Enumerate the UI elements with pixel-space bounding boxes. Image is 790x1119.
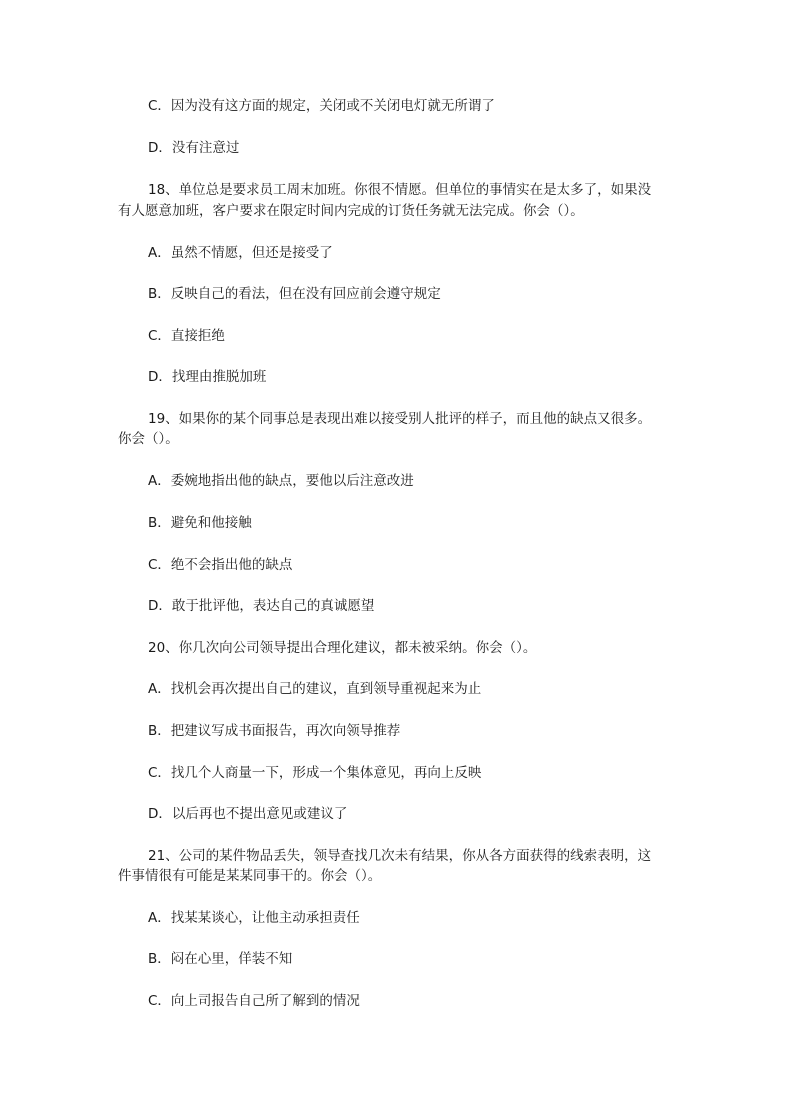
option-20a: A．找机会再次提出自己的建议，直到领导重视起来为止	[148, 681, 482, 697]
option-18d: D．找理由推脱加班	[148, 369, 267, 385]
option-19a: A．委婉地指出他的缺点，要他以后注意改进	[148, 473, 414, 489]
option-17d: D．没有注意过	[148, 140, 240, 156]
option-21b: B．闷在心里，佯装不知	[148, 951, 293, 967]
question-18-line-1: 18、单位总是要求员工周末加班。你很不情愿。但单位的事情实在是太多了，如果没	[148, 182, 652, 198]
option-18c: C．直接拒绝	[148, 328, 225, 344]
question-18-line-2: 有人愿意加班，客户要求在限定时间内完成的订货任务就无法完成。你会（）。	[118, 203, 584, 219]
option-18b: B．反映自己的看法，但在没有回应前会遵守规定	[148, 286, 441, 302]
option-19c: C．绝不会指出他的缺点	[148, 557, 293, 573]
option-21c: C．向上司报告自己所了解到的情况	[148, 993, 360, 1009]
option-20d: D．以后再也不提出意见或建议了	[148, 806, 348, 822]
option-21a: A．找某某谈心，让他主动承担责任	[148, 910, 360, 926]
option-17c: C．因为没有这方面的规定，关闭或不关闭电灯就无所谓了	[148, 98, 495, 114]
question-21-line-1: 21、公司的某件物品丢失，领导查找几次未有结果，你从各方面获得的线索表明，这	[148, 848, 652, 864]
option-18a: A．虽然不情愿，但还是接受了	[148, 245, 333, 261]
option-20c: C．找几个人商量一下，形成一个集体意见，再向上反映	[148, 765, 482, 781]
question-20-line-1: 20、你几次向公司领导提出合理化建议，都未被采纳。你会（）。	[148, 640, 537, 656]
question-21-line-2: 件事情很有可能是某某同事干的。你会（）。	[118, 868, 382, 884]
question-19-line-1: 19、如果你的某个同事总是表现出难以接受别人批评的样子，而且他的缺点又很多。	[148, 411, 652, 427]
option-19d: D．敢于批评他，表达自己的真诚愿望	[148, 598, 375, 614]
option-19b: B．避免和他接触	[148, 515, 252, 531]
question-19-line-2: 你会（）。	[118, 431, 179, 447]
option-20b: B．把建议写成书面报告，再次向领导推荐	[148, 723, 401, 739]
